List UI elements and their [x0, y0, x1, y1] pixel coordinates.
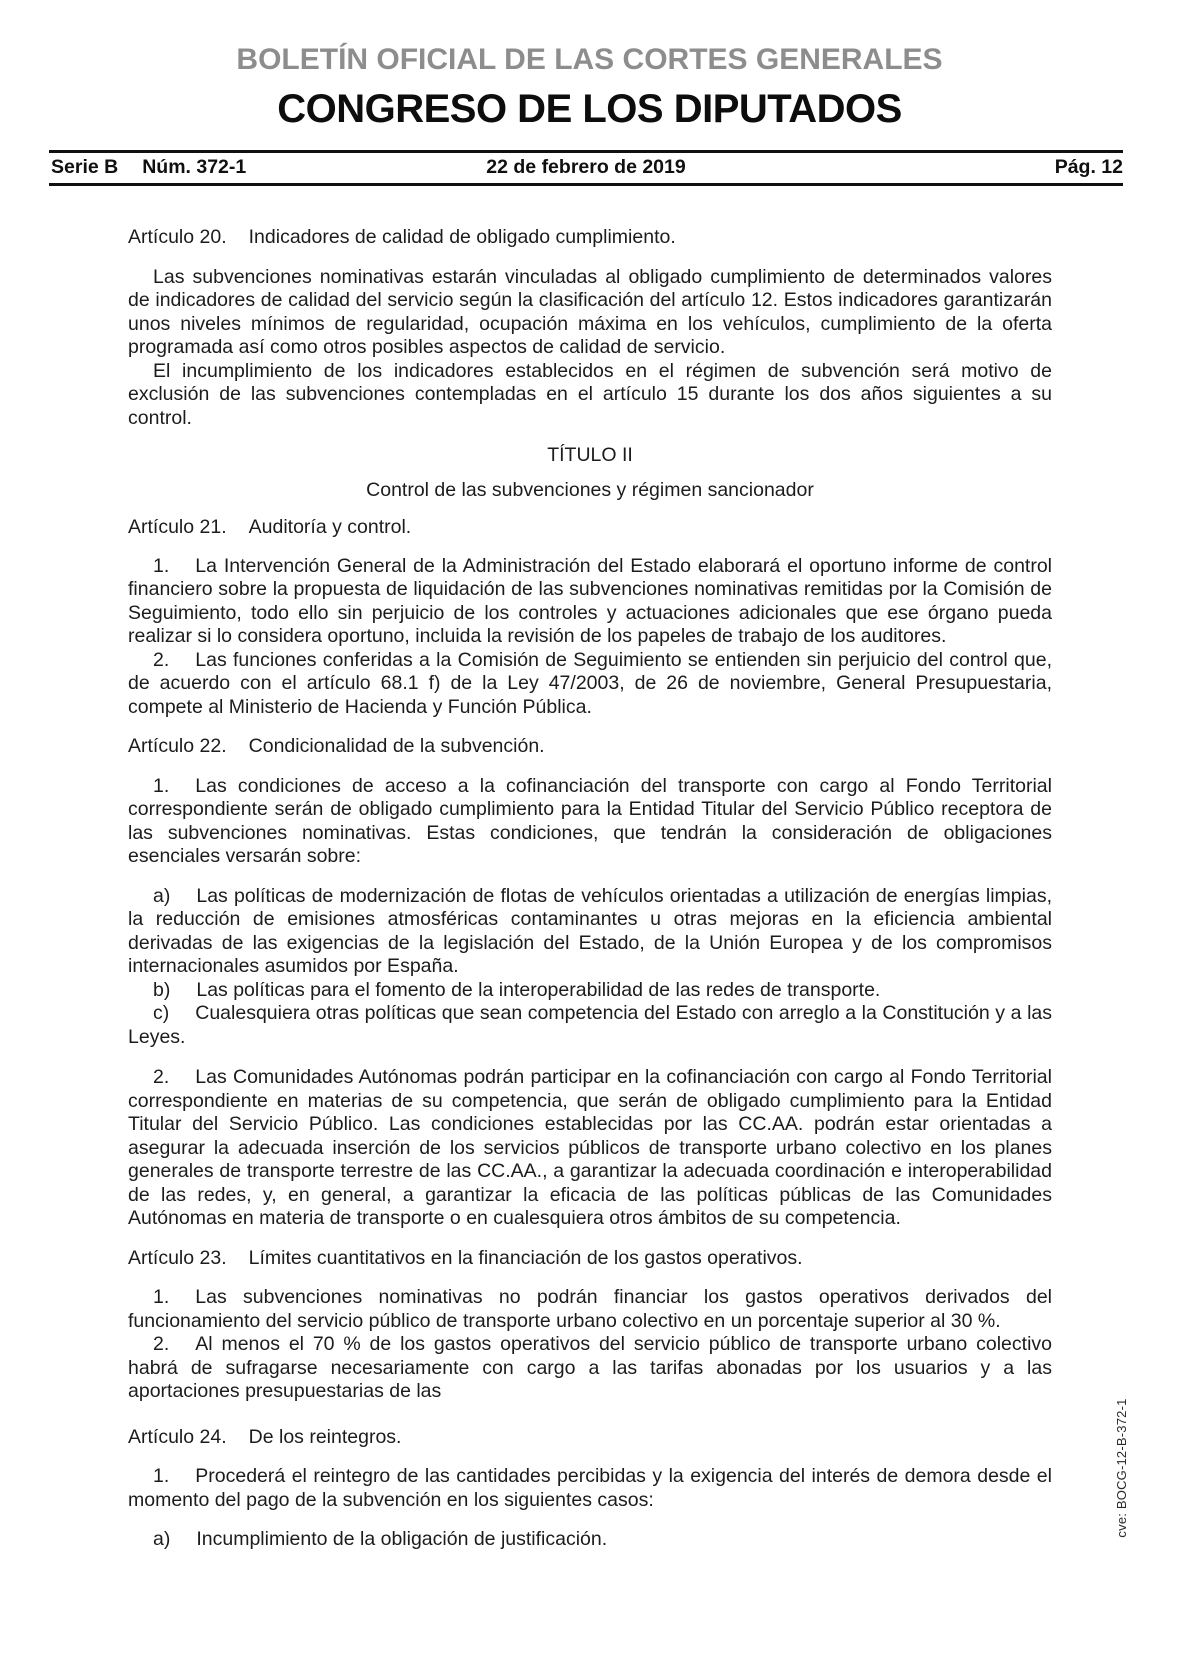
article-22-title: Condicionalidad de la subvención. [248, 735, 545, 757]
item-letter: b) [153, 978, 171, 1001]
header-rule-bottom [49, 183, 1123, 186]
numbered-paragraph: 1. Las subvenciones nominativas no podrán financiar los gastos operativos derivados del funcionamiento del servicio público de transporte urbano colectivo en un porcentaje superior al 30 %. [128, 1286, 1052, 1332]
numbered-paragraph: 1. La Intervención General de la Administración del Estado elaborará el oportuno informe de control financiero sobre la propuesta de liquidación de las subvenciones nominativas remitidas por la Comisión de Seguimiento, todo ello sin perjuicio de los controles y actuaciones adicionales que ese órgano pueda realizar si lo considera oportuno, incluida la revisión de los papeles de trabajo de los auditores. [128, 554, 1052, 647]
item-number: 2. [153, 648, 170, 671]
lettered-item: b) Las políticas para el fomento de la interoperabilidad de las redes de transporte. [153, 978, 881, 1001]
titulo-ii-heading: TÍTULO II [547, 444, 633, 466]
item-number: 1. [153, 1465, 170, 1487]
item-number: 1. [153, 554, 170, 577]
document-body [128, 226, 1052, 1552]
serie-label: Serie B [51, 156, 119, 178]
article-20-title: Indicadores de calidad de obligado cumplimiento. [248, 226, 676, 248]
article-21-label: Artículo 21. [128, 516, 227, 538]
article-24-title: De los reintegros. [248, 1425, 402, 1448]
item-number: 2. [153, 1066, 170, 1088]
page-number-label: Pág. 12 [1054, 156, 1123, 178]
bulletin-title: BOLETÍN OFICIAL DE LAS CORTES GENERALES [236, 43, 943, 76]
numbered-paragraph: 1. Las condiciones de acceso a la cofinanciación del transporte con cargo al Fondo Territorial correspondiente serán de obligado cumplimiento para la Entidad Titular del Servicio Público receptora de las subvenciones nominativas. Estas condiciones, que tendrán la consideración de obligaciones esenciales versarán sobre: [128, 774, 1052, 867]
header-band [49, 152, 1123, 182]
article-20-label: Artículo 20. [128, 226, 227, 248]
numbered-paragraph: 2. Las funciones conferidas a la Comisión de Seguimiento se entienden sin perjuicio del control que, de acuerdo con el artículo 68.1 f) de la Ley 47/2003, de 26 de noviembre, General Presupuestaria, compete al Ministerio de Hacienda y Función Pública. [128, 648, 1052, 718]
article-22-heading [128, 735, 1052, 759]
titulo-ii-subtitle: Control de las subvenciones y régimen sancionador [366, 478, 814, 501]
item-number: 1. [153, 774, 170, 797]
numbered-paragraph: 2. Las Comunidades Autónomas podrán participar en la cofinanciación con cargo al Fondo Territorial correspondiente en materias de su competencia, que serán de obligado cumplimiento para la Entidad Titular del Servicio Público. Las condiciones establecidas por las CC.AA. podrán estar orientadas a asegurar la adecuada inserción de los servicios públicos de transporte urbano colectivo en los planes generales de transporte terrestre de las CC.AA., a garantizar la adecuada coordinación e interoperabilidad de las redes, y, en general, a garantizar la eficacia de las políticas públicas de las Comunidades Autónomas en materia de transporte o en cualesquiera otros ámbitos de su competencia. [128, 1066, 1052, 1229]
item-letter: a) [153, 884, 171, 907]
item-letter: a) [153, 1528, 171, 1550]
article-24-heading [128, 1426, 1052, 1450]
item-number: 1. [153, 1286, 170, 1308]
item-letter: c) [153, 1002, 170, 1024]
item-number: 2. [153, 1333, 170, 1355]
article-20-heading [128, 226, 1052, 250]
lettered-item: a) Las políticas de modernización de flotas de vehículos orientadas a utilización de energías limpias, la reducción de emisiones atmosféricas contaminantes u otras mejoras en la eficiencia ambiental derivadas de las exigencias de la legislación del Estado, de la Unión Europea y de los compromisos internacionales asumidos por España. [128, 884, 1052, 977]
article-23-title: Límites cuantitativos en la financiación de los gastos operativos. [248, 1246, 803, 1269]
article-22-label: Artículo 22. [128, 735, 227, 757]
numbered-paragraph: 2. Al menos el 70 % de los gastos operativos del servicio público de transporte urbano colectivo habrá de sufragarse necesariamente con cargo a las tarifas abonadas por los usuarios y a las aportaciones presupuestarias de las [128, 1333, 1052, 1402]
article-23-heading [128, 1247, 1052, 1271]
article-21-title: Auditoría y control. [248, 516, 412, 538]
numbered-paragraph: 1. Procederá el reintegro de las cantidades percibidas y la exigencia del interés de demora desde el momento del pago de la subvención en los siguientes casos: [128, 1465, 1052, 1511]
article-24-label: Artículo 24. [128, 1425, 227, 1448]
article-23-label: Artículo 23. [128, 1246, 227, 1269]
paragraph: El incumplimiento de los indicadores establecidos en el régimen de subvención será motivo de exclusión de las subvenciones contempladas en el artículo 15 durante los dos años siguientes a su control. [128, 359, 1052, 429]
date-label: 22 de febrero de 2019 [486, 156, 686, 178]
page-title: CONGRESO DE LOS DIPUTADOS [277, 87, 902, 131]
lettered-item: a) Incumplimiento de la obligación de justificación. [153, 1528, 608, 1550]
article-21-heading [128, 516, 1052, 540]
lettered-item: c) Cualesquiera otras políticas que sean competencia del Estado con arreglo a la Constitución y a las Leyes. [128, 1002, 1052, 1048]
number-label: Núm. 372-1 [142, 156, 247, 178]
paragraph: Las subvenciones nominativas estarán vinculadas al obligado cumplimiento de determinados valores de indicadores de calidad del servicio según la clasificación del artículo 12. Estos indicadores garantizarán unos niveles mínimos de regularidad, ocupación máxima en los vehículos, cumplimiento de la oferta programada así como otros posibles aspectos de calidad de servicio. [128, 265, 1052, 358]
cve-vertical-text: cve: BOCG-12-B-372-1 [1114, 1398, 1129, 1538]
